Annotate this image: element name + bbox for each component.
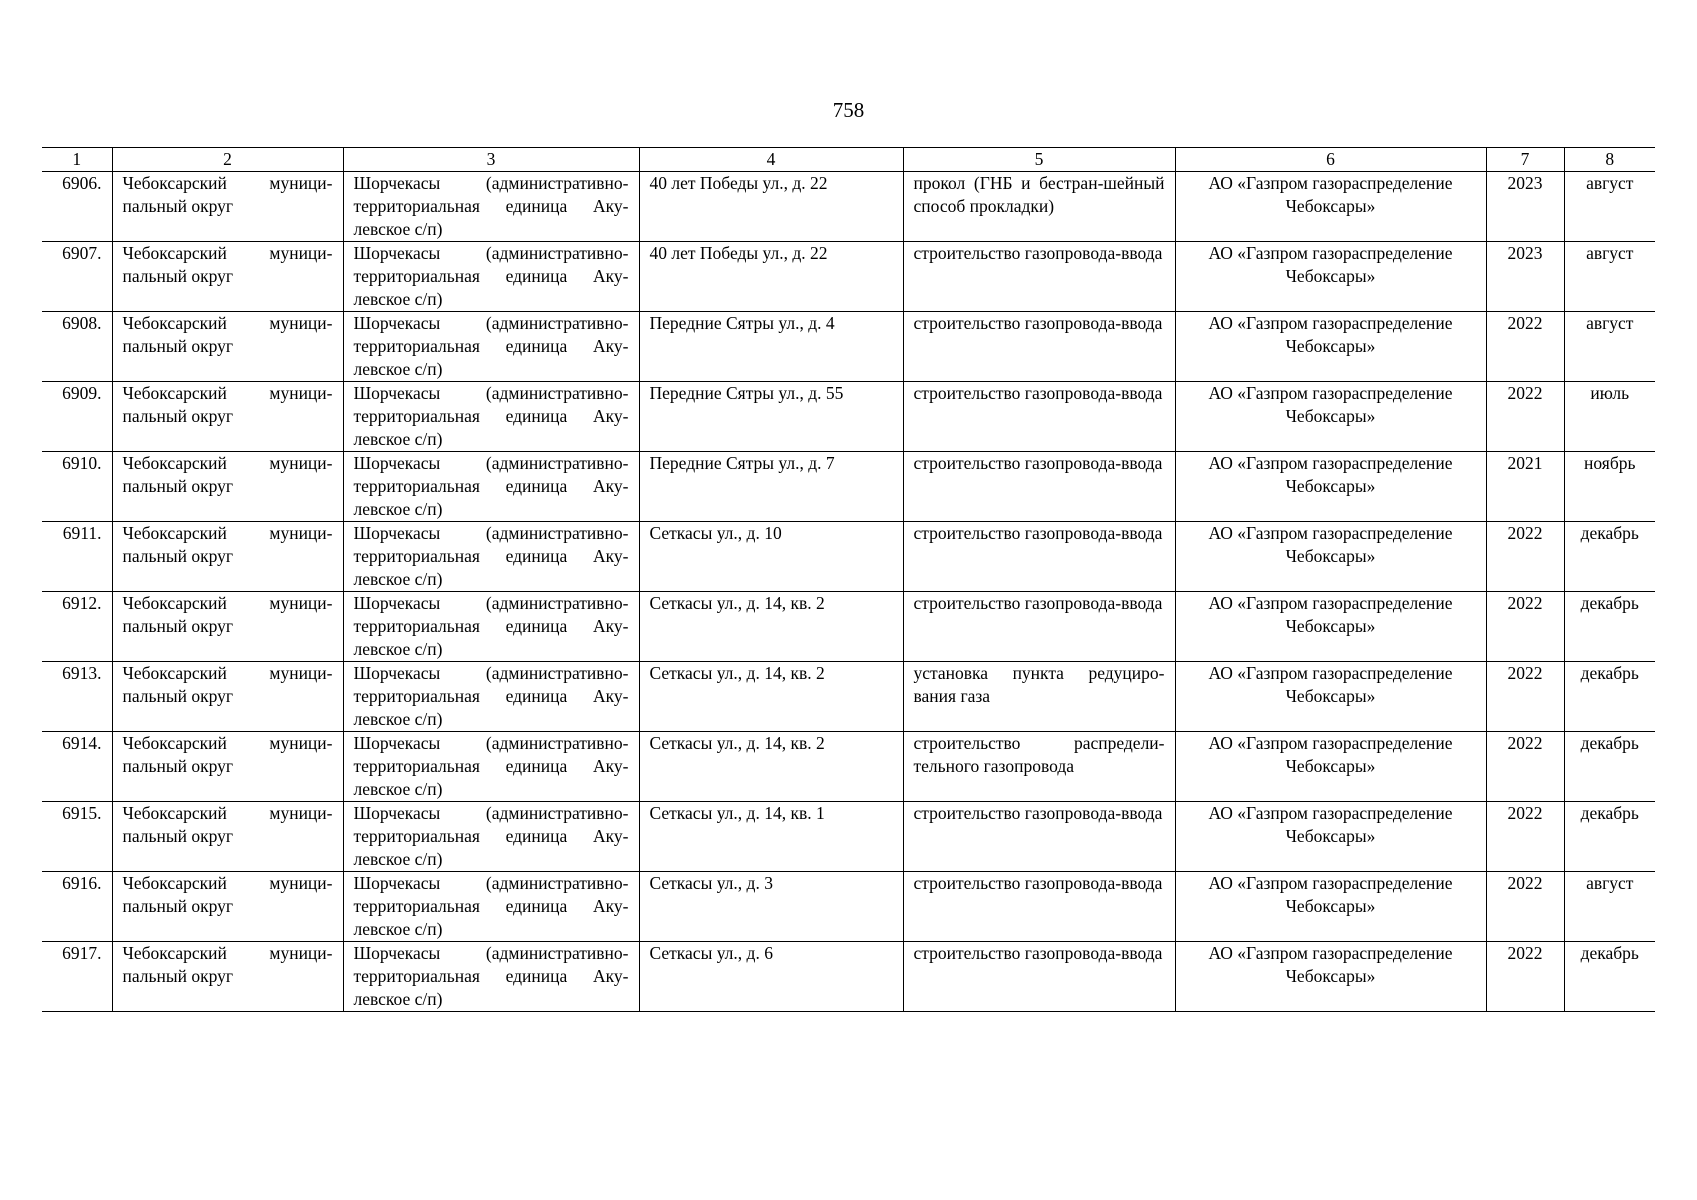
organization-cell: АО «Газпром газораспределение Чебоксары» (1175, 242, 1486, 312)
district-cell: Чебоксарский муници-пальный округ (112, 382, 343, 452)
locality-cell: Шорчекасы (административно-территориальная единица Аку-левское с/п) (343, 662, 639, 732)
organization-cell: АО «Газпром газораспределение Чебоксары» (1175, 172, 1486, 242)
locality-cell: Шорчекасы (административно-территориальная единица Аку-левское с/п) (343, 732, 639, 802)
row-number: 6914. (42, 732, 112, 802)
month-cell: август (1564, 172, 1655, 242)
district-cell: Чебоксарский муници-пальный округ (112, 732, 343, 802)
month-cell: август (1564, 312, 1655, 382)
work-type-cell: строительство газопровода-ввода (903, 312, 1175, 382)
district-cell: Чебоксарский муници-пальный округ (112, 942, 343, 1012)
address-cell: Сеткасы ул., д. 14, кв. 2 (639, 592, 903, 662)
work-type-cell: строительство газопровода-ввода (903, 592, 1175, 662)
organization-cell: АО «Газпром газораспределение Чебоксары» (1175, 522, 1486, 592)
year-cell: 2022 (1486, 382, 1564, 452)
address-cell: Сеткасы ул., д. 14, кв. 1 (639, 802, 903, 872)
column-header-3: 3 (343, 148, 639, 172)
organization-cell: АО «Газпром газораспределение Чебоксары» (1175, 942, 1486, 1012)
page-number: 758 (832, 98, 865, 122)
address-cell: Сеткасы ул., д. 10 (639, 522, 903, 592)
district-cell: Чебоксарский муници-пальный округ (112, 312, 343, 382)
work-type-cell: установка пункта редуциро-вания газа (903, 662, 1175, 732)
locality-cell: Шорчекасы (административно-территориальная единица Аку-левское с/п) (343, 242, 639, 312)
month-cell: август (1564, 242, 1655, 312)
column-header-4: 4 (639, 148, 903, 172)
row-number: 6917. (42, 942, 112, 1012)
month-cell: декабрь (1564, 802, 1655, 872)
row-number: 6912. (42, 592, 112, 662)
locality-cell: Шорчекасы (административно-территориальная единица Аку-левское с/п) (343, 592, 639, 662)
month-cell: декабрь (1564, 662, 1655, 732)
work-type-cell: строительство газопровода-ввода (903, 872, 1175, 942)
month-cell: август (1564, 872, 1655, 942)
work-type-cell: строительство распредели-тельного газопровода (903, 732, 1175, 802)
year-cell: 2022 (1486, 872, 1564, 942)
locality-cell: Шорчекасы (административно-территориальная единица Аку-левское с/п) (343, 382, 639, 452)
district-cell: Чебоксарский муници-пальный округ (112, 522, 343, 592)
table-row (42, 172, 1655, 242)
table-row (42, 802, 1655, 872)
organization-cell: АО «Газпром газораспределение Чебоксары» (1175, 802, 1486, 872)
month-cell: ноябрь (1564, 452, 1655, 522)
row-number: 6915. (42, 802, 112, 872)
row-number: 6907. (42, 242, 112, 312)
year-cell: 2022 (1486, 522, 1564, 592)
table-row (42, 942, 1655, 1012)
row-number: 6913. (42, 662, 112, 732)
address-cell: Сеткасы ул., д. 3 (639, 872, 903, 942)
row-number: 6908. (42, 312, 112, 382)
address-cell: Сеткасы ул., д. 6 (639, 942, 903, 1012)
year-cell: 2022 (1486, 732, 1564, 802)
row-number: 6909. (42, 382, 112, 452)
locality-cell: Шорчекасы (административно-территориальная единица Аку-левское с/п) (343, 872, 639, 942)
year-cell: 2022 (1486, 592, 1564, 662)
row-number: 6916. (42, 872, 112, 942)
table-row (42, 382, 1655, 452)
organization-cell: АО «Газпром газораспределение Чебоксары» (1175, 592, 1486, 662)
table-row (42, 312, 1655, 382)
table-row (42, 522, 1655, 592)
organization-cell: АО «Газпром газораспределение Чебоксары» (1175, 452, 1486, 522)
locality-cell: Шорчекасы (административно-территориальная единица Аку-левское с/п) (343, 522, 639, 592)
month-cell: декабрь (1564, 592, 1655, 662)
district-cell: Чебоксарский муници-пальный округ (112, 452, 343, 522)
district-cell: Чебоксарский муници-пальный округ (112, 802, 343, 872)
organization-cell: АО «Газпром газораспределение Чебоксары» (1175, 872, 1486, 942)
table-row (42, 242, 1655, 312)
locality-cell: Шорчекасы (административно-территориальная единица Аку-левское с/п) (343, 802, 639, 872)
month-cell: декабрь (1564, 942, 1655, 1012)
year-cell: 2022 (1486, 662, 1564, 732)
address-cell: Передние Сятры ул., д. 55 (639, 382, 903, 452)
year-cell: 2022 (1486, 942, 1564, 1012)
column-header-2: 2 (112, 148, 343, 172)
year-cell: 2023 (1486, 172, 1564, 242)
locality-cell: Шорчекасы (административно-территориальная единица Аку-левское с/п) (343, 452, 639, 522)
column-header-1: 1 (42, 148, 112, 172)
table-body (42, 172, 1655, 1012)
organization-cell: АО «Газпром газораспределение Чебоксары» (1175, 732, 1486, 802)
district-cell: Чебоксарский муници-пальный округ (112, 662, 343, 732)
district-cell: Чебоксарский муници-пальный округ (112, 172, 343, 242)
work-type-cell: прокол (ГНБ и бестран-шейный способ прокладки) (903, 172, 1175, 242)
address-cell: Сеткасы ул., д. 14, кв. 2 (639, 732, 903, 802)
organization-cell: АО «Газпром газораспределение Чебоксары» (1175, 312, 1486, 382)
district-cell: Чебоксарский муници-пальный округ (112, 592, 343, 662)
work-type-cell: строительство газопровода-ввода (903, 802, 1175, 872)
column-header-7: 7 (1486, 148, 1564, 172)
year-cell: 2023 (1486, 242, 1564, 312)
table-row (42, 452, 1655, 522)
organization-cell: АО «Газпром газораспределение Чебоксары» (1175, 382, 1486, 452)
locality-cell: Шорчекасы (административно-территориальная единица Аку-левское с/п) (343, 942, 639, 1012)
column-header-6: 6 (1175, 148, 1486, 172)
column-header-5: 5 (903, 148, 1175, 172)
district-cell: Чебоксарский муници-пальный округ (112, 242, 343, 312)
work-type-cell: строительство газопровода-ввода (903, 522, 1175, 592)
row-number: 6911. (42, 522, 112, 592)
address-cell: Передние Сятры ул., д. 7 (639, 452, 903, 522)
locality-cell: Шорчекасы (административно-территориальная единица Аку-левское с/п) (343, 312, 639, 382)
row-number: 6910. (42, 452, 112, 522)
address-cell: Передние Сятры ул., д. 4 (639, 312, 903, 382)
table-row (42, 872, 1655, 942)
year-cell: 2022 (1486, 802, 1564, 872)
address-cell: 40 лет Победы ул., д. 22 (639, 172, 903, 242)
work-type-cell: строительство газопровода-ввода (903, 382, 1175, 452)
year-cell: 2021 (1486, 452, 1564, 522)
month-cell: июль (1564, 382, 1655, 452)
month-cell: декабрь (1564, 732, 1655, 802)
organization-cell: АО «Газпром газораспределение Чебоксары» (1175, 662, 1486, 732)
table-header (42, 148, 1655, 172)
work-type-cell: строительство газопровода-ввода (903, 942, 1175, 1012)
month-cell: декабрь (1564, 522, 1655, 592)
address-cell: 40 лет Победы ул., д. 22 (639, 242, 903, 312)
work-type-cell: строительство газопровода-ввода (903, 452, 1175, 522)
row-number: 6906. (42, 172, 112, 242)
locality-cell: Шорчекасы (административно-территориальная единица Аку-левское с/п) (343, 172, 639, 242)
year-cell: 2022 (1486, 312, 1564, 382)
header-row (42, 148, 1655, 172)
table-row (42, 592, 1655, 662)
work-type-cell: строительство газопровода-ввода (903, 242, 1175, 312)
register-table (42, 147, 1655, 1012)
district-cell: Чебоксарский муници-пальный округ (112, 872, 343, 942)
address-cell: Сеткасы ул., д. 14, кв. 2 (639, 662, 903, 732)
table-row (42, 662, 1655, 732)
table-row (42, 732, 1655, 802)
column-header-8: 8 (1564, 148, 1655, 172)
